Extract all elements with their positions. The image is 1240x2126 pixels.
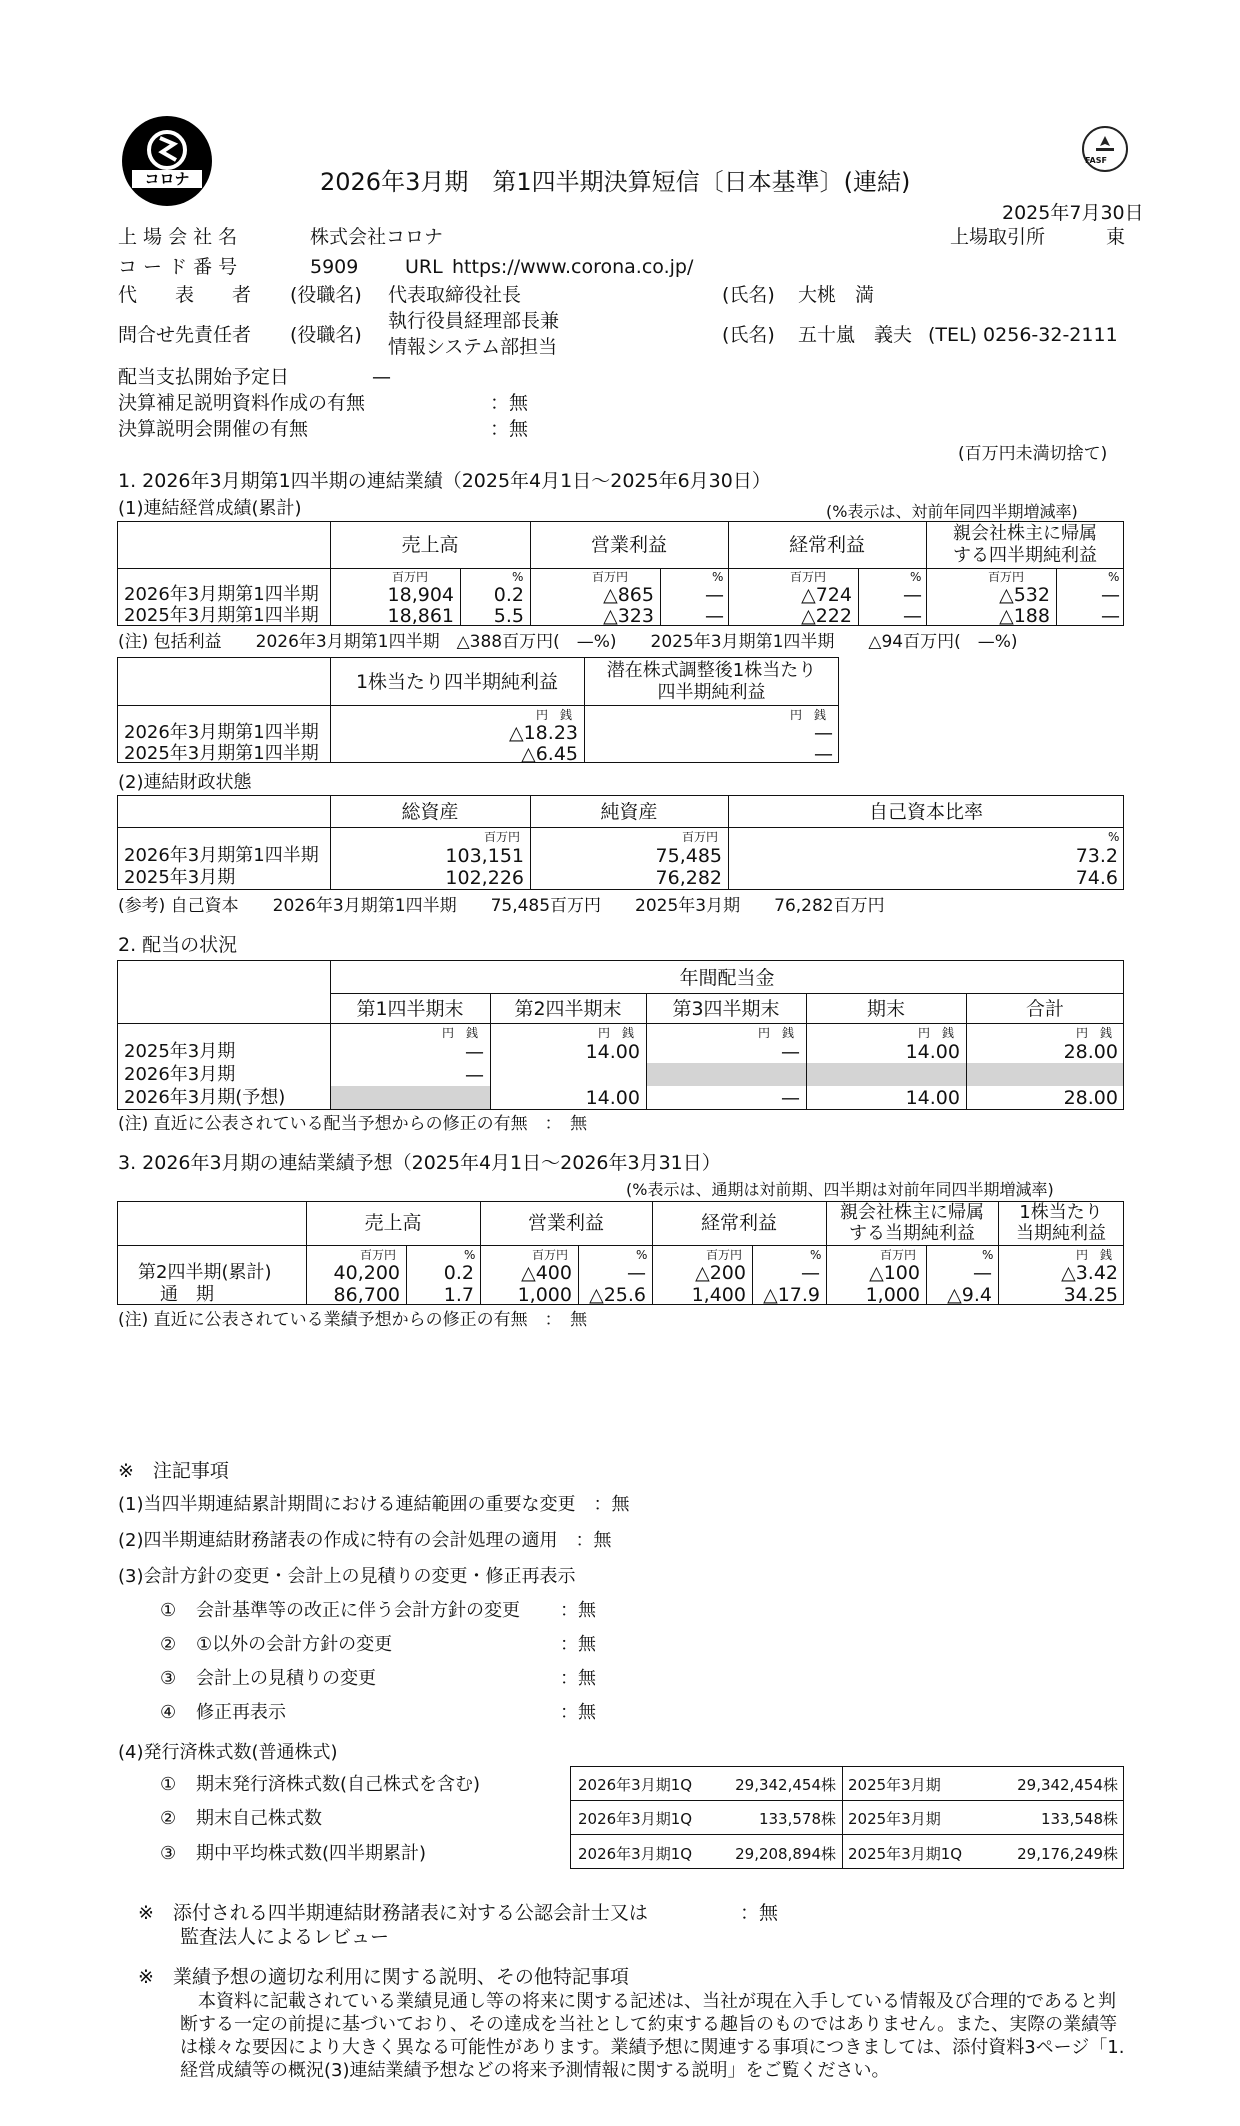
header-net-assets: 純資産 <box>600 801 658 823</box>
cell-value: △6.45 <box>521 743 578 765</box>
comprehensive-income-note: (注) 包括利益 2026年3月期第1四半期 △388百万円( —%) 2025年3月期第1四半期 △94百万円( —%) <box>118 632 1018 652</box>
cell-value: — <box>1101 584 1120 606</box>
cell-value: 103,151 <box>445 845 524 867</box>
cell-value: — <box>627 1262 646 1284</box>
note-1: (1)当四半期連結累計期間における連結範囲の重要な変更 ：無 <box>118 1494 630 1515</box>
section1-sub1: (1)連結経営成績(累計) <box>118 498 302 519</box>
note-4-item-num: ① <box>160 1774 177 1795</box>
header-sales: 売上高 <box>364 1212 422 1234</box>
forecast-revision-note: (注) 直近に公表されている業績予想からの修正の有無 ： 無 <box>118 1310 588 1330</box>
table-row-label: 2025年3月期 <box>124 867 236 888</box>
cell-value: — <box>781 1041 800 1063</box>
cell-value: △3.42 <box>1061 1262 1118 1284</box>
note-3-item-val: ：無 <box>560 1600 596 1621</box>
briefing-value: ：無 <box>490 418 529 440</box>
dividend-start-label: 配当支払開始予定日 <box>118 366 290 388</box>
unit-pct: % <box>810 1248 822 1262</box>
cell-value: — <box>814 722 833 744</box>
unit-yen-sen: 円 銭 <box>790 708 827 722</box>
section3-title: 3. 2026年3月期の連結業績予想（2025年4月1日～2026年3月31日） <box>118 1152 721 1174</box>
table-row-label: 2026年3月期第1四半期 <box>124 722 319 743</box>
header-eps-2: 当期純利益 <box>1016 1223 1106 1244</box>
review-line-2: 監査法人によるレビュー <box>180 1926 390 1948</box>
cell-value: 40,200 <box>333 1262 400 1284</box>
contact-tel: (TEL) 0256-32-2111 <box>928 324 1118 346</box>
cell-value: △188 <box>999 605 1050 627</box>
share-value: 29,176,249株 <box>1017 1845 1118 1863</box>
contact-role-line2: 情報システム部担当 <box>388 336 558 358</box>
share-period: 2026年3月期1Q <box>578 1776 693 1794</box>
header-deps-2: 四半期純利益 <box>657 682 766 703</box>
unit-yen-sen: 円 銭 <box>442 1026 479 1040</box>
table-row-label: 2026年3月期第1四半期 <box>124 584 319 605</box>
table-row-label: 2026年3月期(予想) <box>124 1087 286 1108</box>
cell-value: 5.5 <box>493 605 524 627</box>
briefing-label: 決算説明会開催の有無 <box>118 418 309 440</box>
section2-title: 2. 配当の状況 <box>118 934 238 956</box>
cell-value: 1.7 <box>443 1284 474 1306</box>
cell-value: 34.25 <box>1063 1284 1118 1306</box>
rep-label: 代 表 者 <box>118 284 252 306</box>
header-total-assets: 総資産 <box>401 801 459 823</box>
table-row-label: 2025年3月期第1四半期 <box>124 605 319 626</box>
rep-name-label: (氏名) <box>722 284 775 306</box>
cell-value: 14.00 <box>905 1087 960 1109</box>
exchange-label: 上場取引所 <box>950 226 1046 248</box>
rep-role-label: (役職名) <box>290 284 362 306</box>
header-eps: 1株当たり四半期純利益 <box>355 671 559 693</box>
header-equity-ratio: 自己資本比率 <box>868 801 983 823</box>
cell-value: 14.00 <box>905 1041 960 1063</box>
unit-yen: 百万円 <box>484 830 521 844</box>
cell-value: 73.2 <box>1075 845 1118 867</box>
unit-yen: 百万円 <box>790 570 827 584</box>
cell-value: 74.6 <box>1075 867 1118 889</box>
unit-yen-sen: 円 銭 <box>918 1026 955 1040</box>
note-4-item-text: 期中平均株式数(四半期累計) <box>196 1843 427 1864</box>
header-eps-1: 1株当たり <box>1019 1202 1103 1223</box>
note-2: (2)四半期連結財務諸表の作成に特有の会計処理の適用 ：無 <box>118 1530 612 1551</box>
company-url[interactable]: https://www.corona.co.jp/ <box>452 256 694 278</box>
svg-text:コロナ: コロナ <box>144 170 190 188</box>
header-q3-end: 第3四半期末 <box>672 998 780 1020</box>
url-label: URL <box>405 256 443 278</box>
dividend-revision-note: (注) 直近に公表されている配当予想からの修正の有無 ： 無 <box>118 1114 588 1134</box>
rep-role: 代表取締役社長 <box>388 284 522 306</box>
cell-value: △532 <box>999 584 1050 606</box>
cell-value: — <box>705 605 724 627</box>
unit-pct: % <box>910 570 922 584</box>
note-3-item-text: 修正再表示 <box>196 1702 286 1723</box>
cell-value: 14.00 <box>585 1041 640 1063</box>
cell-value: 102,226 <box>445 867 524 889</box>
cell-value: 28.00 <box>1063 1087 1118 1109</box>
unit-yen: 百万円 <box>706 1248 743 1262</box>
unit-pct: % <box>512 570 524 584</box>
cell-value: 75,485 <box>655 845 722 867</box>
forecast-usage-text: 本資料に記載されている業績見通し等の将来に関する記述は、当社が現在入手している情報及び合理的であると判断する一定の前提に基づいており、その達成を当社として約束する趣旨のものではありません。また、実際の業績等は様々な要因により大きく異なる可能性があります。業績予想に関連する事項につきましては、添付資料3ページ「1. 経営成績等の概況(3)連結業績予想などの将来予測情報に関する説明」をご覧ください。 <box>180 1991 1125 2081</box>
header-total: 合計 <box>1025 998 1064 1020</box>
header-q2-end: 第2四半期末 <box>514 998 622 1020</box>
cell-value: 14.00 <box>585 1087 640 1109</box>
header-net-income-1: 親会社株主に帰属 <box>953 523 1097 544</box>
cell-value: 76,282 <box>655 867 722 889</box>
unit-yen: 百万円 <box>880 1248 917 1262</box>
cell-value: △400 <box>521 1262 572 1284</box>
unit-pct: % <box>1108 570 1120 584</box>
table-row-label: 2026年3月期 <box>124 1064 236 1085</box>
unit-yen-sen: 円 銭 <box>1076 1026 1113 1040</box>
cell-value: — <box>903 605 922 627</box>
note-4-item-text: 期末自己株式数 <box>196 1808 322 1829</box>
header-operating-profit: 営業利益 <box>590 534 667 556</box>
cell-value: △724 <box>801 584 852 606</box>
note-3-item-text: 会計上の見積りの変更 <box>196 1668 376 1689</box>
unit-pct: % <box>464 1248 476 1262</box>
share-period: 2026年3月期1Q <box>578 1845 693 1863</box>
unit-yen: 百万円 <box>392 570 429 584</box>
header-deps-1: 潜在株式調整後1株当たり <box>606 660 817 681</box>
unit-yen: 百万円 <box>682 830 719 844</box>
header-net-income-2: する当期純利益 <box>849 1223 975 1244</box>
unit-note: (百万円未満切捨て) <box>958 444 1108 464</box>
note-3-item-val: ：無 <box>560 1634 596 1655</box>
note-3-item-text: 会計基準等の改正に伴う会計方針の変更 <box>196 1600 520 1621</box>
note-3-item-num: ④ <box>160 1702 177 1723</box>
note-3-item-num: ③ <box>160 1668 177 1689</box>
unit-pct: % <box>712 570 724 584</box>
share-period: 2025年3月期 <box>848 1810 941 1828</box>
cell-value: 28.00 <box>1063 1041 1118 1063</box>
note-3: (3)会計方針の変更・会計上の見積りの変更・修正再表示 <box>118 1566 576 1587</box>
supplementary-label: 決算補足説明資料作成の有無 <box>118 392 366 414</box>
report-date: 2025年7月30日 <box>1002 202 1144 224</box>
cell-value: — <box>903 584 922 606</box>
review-value: ：無 <box>740 1902 779 1924</box>
cell-value: △17.9 <box>763 1284 820 1306</box>
note-3-item-val: ：無 <box>560 1668 596 1689</box>
cell-value: 1,000 <box>517 1284 572 1306</box>
cell-value: — <box>801 1262 820 1284</box>
unit-yen-sen: 円 銭 <box>1076 1248 1113 1262</box>
note-3-item-text: ①以外の会計方針の変更 <box>196 1634 393 1655</box>
table-row-label: 第2四半期(累計) <box>138 1262 272 1283</box>
cell-value: 1,000 <box>865 1284 920 1306</box>
company-name: 株式会社コロナ <box>310 226 444 248</box>
unit-yen: 百万円 <box>988 570 1025 584</box>
share-period: 2026年3月期1Q <box>578 1810 693 1828</box>
corona-logo-icon <box>122 116 212 206</box>
share-value: 29,208,894株 <box>735 1845 836 1863</box>
cell-value: △200 <box>695 1262 746 1284</box>
cell-value: 0.2 <box>493 584 524 606</box>
header-annual-dividend: 年間配当金 <box>679 967 775 989</box>
table-row-label: 2026年3月期第1四半期 <box>124 845 319 866</box>
exchange-value: 東 <box>1106 226 1126 248</box>
section3-pct-note: (%表示は、通期は対前期、四半期は対前年同四半期増減率) <box>626 1180 1054 1199</box>
header-sales: 売上高 <box>401 534 459 556</box>
section1-sub2: (2)連結財政状態 <box>118 772 252 793</box>
unit-pct: % <box>982 1248 994 1262</box>
share-value: 133,548株 <box>1040 1810 1118 1828</box>
contact-role-line1: 執行役員経理部長兼 <box>388 310 560 332</box>
table-row-label: 2025年3月期 <box>124 1041 236 1062</box>
cell-value: 1,400 <box>691 1284 746 1306</box>
cell-value: △100 <box>869 1262 920 1284</box>
cell-value: 0.2 <box>443 1262 474 1284</box>
equity-reference-note: (参考) 自己資本 2026年3月期第1四半期 75,485百万円 2025年3月期 76,282百万円 <box>118 896 885 916</box>
cell-value: — <box>465 1041 484 1063</box>
contact-name-label: (氏名) <box>722 324 775 346</box>
cell-value: — <box>705 584 724 606</box>
cell-value: 18,904 <box>387 584 454 606</box>
cell-value: △865 <box>603 584 654 606</box>
note-4-item-num: ③ <box>160 1843 177 1864</box>
dividend-start-value: — <box>372 366 391 388</box>
note-4-item-num: ② <box>160 1808 177 1829</box>
unit-yen-sen: 円 銭 <box>598 1026 635 1040</box>
note-4-item-text: 期末発行済株式数(自己株式を含む) <box>196 1774 481 1795</box>
header-operating-profit: 営業利益 <box>527 1212 604 1234</box>
header-ordinary-profit: 経常利益 <box>788 534 865 556</box>
note-4: (4)発行済株式数(普通株式) <box>118 1742 338 1763</box>
cell-value: 18,861 <box>387 605 454 627</box>
header-net-income-1: 親会社株主に帰属 <box>840 1202 984 1223</box>
cell-value: △222 <box>801 605 852 627</box>
header-year-end: 期末 <box>866 998 905 1020</box>
supplementary-value: ：無 <box>490 392 529 414</box>
cell-value: △323 <box>603 605 654 627</box>
cell-value: △25.6 <box>589 1284 646 1306</box>
unit-yen-sen: 円 銭 <box>758 1026 795 1040</box>
company-logo <box>122 116 212 206</box>
page-title: 2026年3月期 第1四半期決算短信〔日本基準〕(連結) <box>320 168 911 196</box>
table-row-label: 通 期 <box>160 1284 214 1305</box>
header-ordinary-profit: 経常利益 <box>700 1212 777 1234</box>
cell-value: — <box>1101 605 1120 627</box>
unit-yen: 百万円 <box>532 1248 569 1262</box>
share-period: 2025年3月期1Q <box>848 1845 963 1863</box>
share-value: 133,578株 <box>758 1810 836 1828</box>
rep-name: 大桃 満 <box>798 284 875 306</box>
section1-pct-note: (%表示は、対前年同四半期増減率) <box>826 502 1078 521</box>
note-3-item-num: ① <box>160 1600 177 1621</box>
share-value: 29,342,454株 <box>735 1776 836 1794</box>
unit-yen: 百万円 <box>592 570 629 584</box>
company-name-label: 上 場 会 社 名 <box>118 226 238 248</box>
cell-value: — <box>814 743 833 765</box>
cell-value: △9.4 <box>947 1284 992 1306</box>
unit-yen: 百万円 <box>360 1248 397 1262</box>
cell-value: 86,700 <box>333 1284 400 1306</box>
contact-label: 問合せ先責任者 <box>118 324 252 346</box>
cell-value: — <box>465 1064 484 1086</box>
cell-value: — <box>973 1262 992 1284</box>
unit-yen-sen: 円 銭 <box>536 708 573 722</box>
code-value: 5909 <box>310 256 359 278</box>
header-net-income-2: する四半期純利益 <box>953 545 1097 566</box>
cell-value: — <box>781 1087 800 1109</box>
note-3-item-val: ：無 <box>560 1702 596 1723</box>
note-3-item-num: ② <box>160 1634 177 1655</box>
forecast-usage-title: ※ 業績予想の適切な利用に関する説明、その他特記事項 <box>138 1966 629 1988</box>
section1-title: 1. 2026年3月期第1四半期の連結業績（2025年4月1日～2025年6月30日） <box>118 470 771 492</box>
contact-name: 五十嵐 義夫 <box>798 324 913 346</box>
share-value: 29,342,454株 <box>1017 1776 1118 1794</box>
code-label: コ ー ド 番 号 <box>118 256 238 278</box>
header-q1-end: 第1四半期末 <box>356 998 464 1020</box>
review-line-1: ※ 添付される四半期連結財務諸表に対する公認会計士又は <box>138 1902 648 1924</box>
notes-title: ※ 注記事項 <box>118 1460 229 1482</box>
unit-pct: % <box>636 1248 648 1262</box>
table-row-label: 2025年3月期第1四半期 <box>124 743 319 764</box>
contact-role-label: (役職名) <box>290 324 362 346</box>
cell-value: △18.23 <box>508 722 578 744</box>
share-period: 2025年3月期 <box>848 1776 941 1794</box>
unit-pct: % <box>1108 830 1120 844</box>
fasf-label: FASF <box>1085 156 1107 165</box>
